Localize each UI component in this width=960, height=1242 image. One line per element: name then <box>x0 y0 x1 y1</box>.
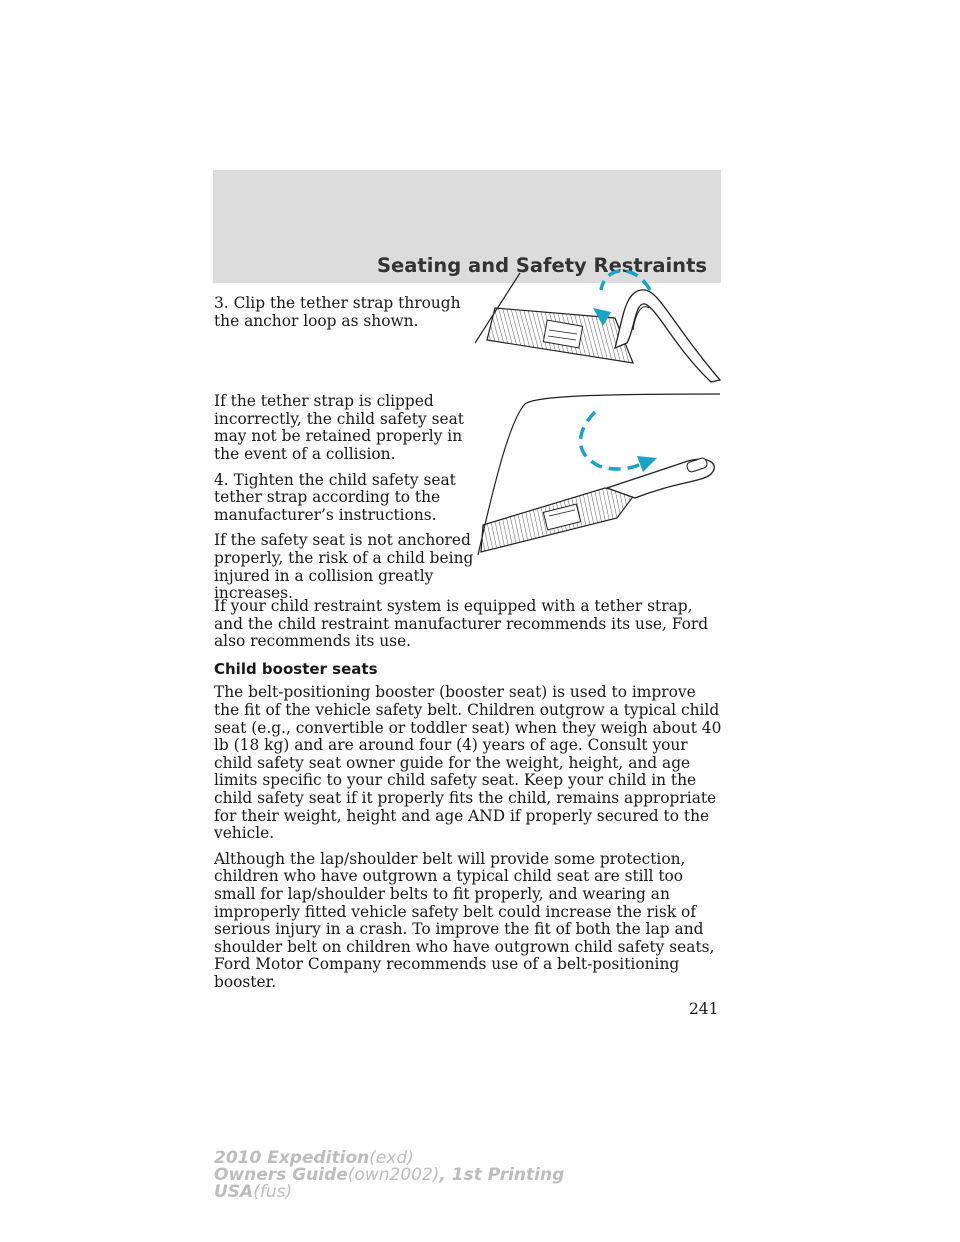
footer-model-code: (exd) <box>369 1148 414 1168</box>
section-header-band <box>213 170 721 283</box>
footer-printing: , 1st Printing <box>439 1165 565 1185</box>
footer-market-code: (fus) <box>253 1182 293 1202</box>
footer-model: 2010 Expedition <box>214 1148 370 1168</box>
footer-market: USA <box>214 1182 254 1202</box>
tether-recommendation: If your child restraint system is equipped with a tether strap, and the child restraint manufacturer recommends its use, Ford also recommends its use. <box>214 597 709 651</box>
step-3-text: 3. Clip the tether strap through the anchor loop as shown. <box>214 294 461 330</box>
warning-text-2: If the safety seat is not anchored properly, the risk of a child being injured in a collision greatly increases. <box>214 531 474 603</box>
footer-guide-code: (own2002) <box>347 1165 440 1185</box>
step-4-text: 4. Tighten the child safety seat tether strap according to the manufacturer’s instructions. <box>214 470 456 524</box>
booster-seats-heading: Child booster seats <box>214 659 378 678</box>
booster-paragraph-1: The belt-positioning booster (booster seat) is used to improve the fit of the vehicle safety belt. Children outgrow a typical child seat (e.g., convertible or toddler seat) when they weigh about 40 lb (18 kg) and are around four (4) years of age. Consult your child safety seat owner guide for the weight, height, and age limits specific to your child safety seat. Keep your child in the child safety seat if it properly fits the child, remains appropriate for their weight, height and age AND if properly secured to the vehicle. <box>214 683 722 843</box>
footer-guide: Owners Guide <box>214 1165 348 1185</box>
footer-line-3 <box>214 1184 564 1201</box>
instruction-column <box>214 295 476 611</box>
print-footer <box>214 1150 564 1201</box>
warning-text-1: If the tether strap is clipped incorrectly, the child safety seat may not be retained properly in the event of a collision. <box>214 392 464 463</box>
main-text-column <box>214 598 722 999</box>
tether-tighten-illustration <box>475 390 725 555</box>
tether-clip-illustration <box>475 268 725 384</box>
page-number: 241 <box>689 1000 719 1018</box>
booster-paragraph-2: Although the lap/shoulder belt will provide some protection, children who have outgrown a typical child seat are still too small for lap/shoulder belts to fit properly, and wearing an improperly fitted vehicle safety belt could increase the risk of serious injury in a crash. To improve the fit of both the lap and shoulder belt on children who have outgrown child safety seats, Ford Motor Company recommends use of a belt-positioning booster. <box>214 849 715 991</box>
section-title: Seating and Safety Restraints <box>376 254 707 277</box>
